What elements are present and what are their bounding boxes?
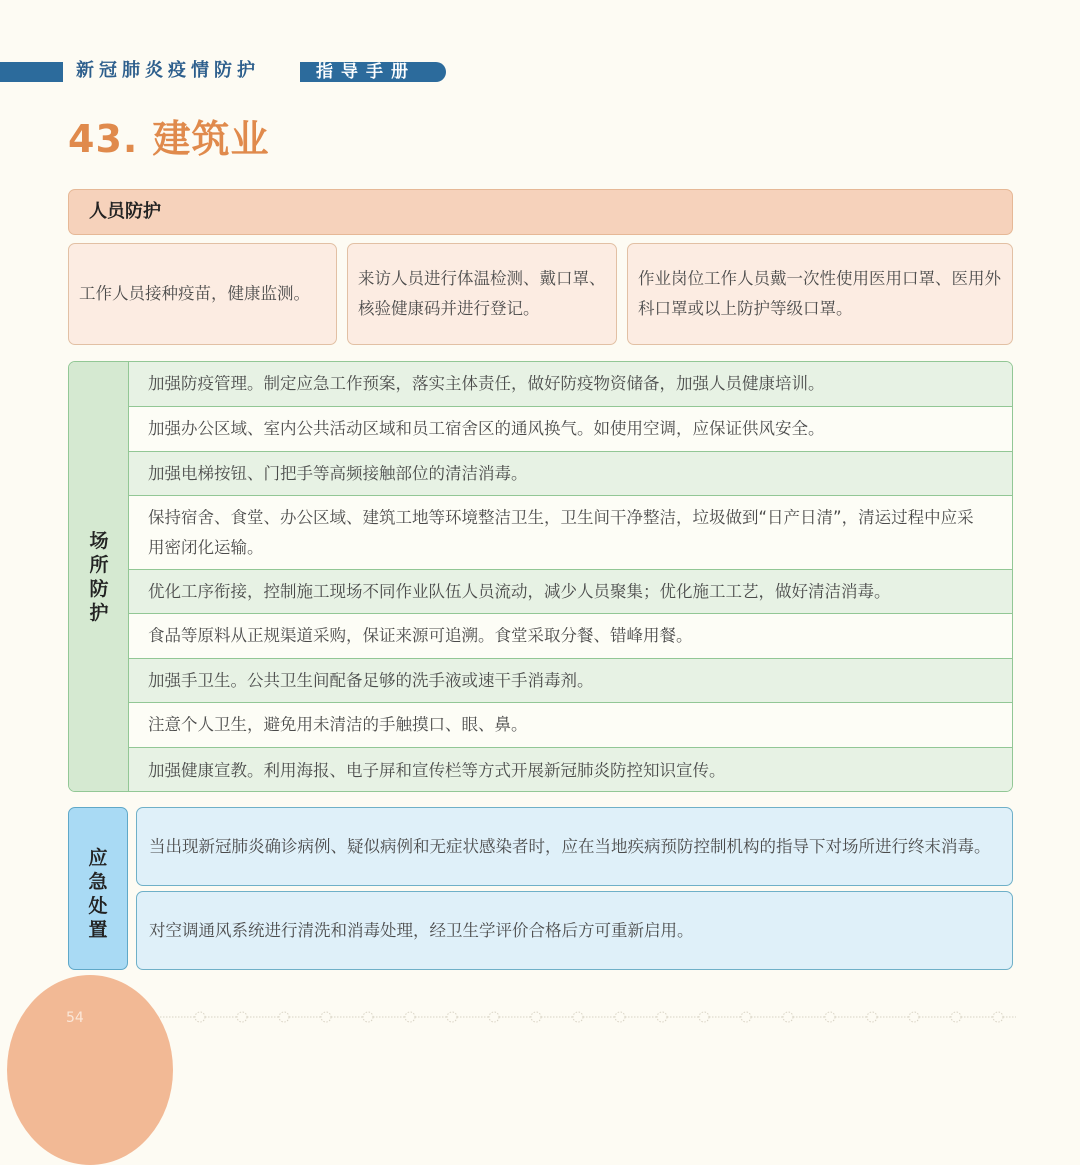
label-char: 所 xyxy=(89,554,109,576)
label-char: 处 xyxy=(88,895,108,917)
guide-pill-label: 指导手册 xyxy=(316,62,416,82)
label-char: 场 xyxy=(89,530,109,552)
section-site-protection xyxy=(68,361,1013,792)
site-row: 优化工序衔接，控制施工现场不同作业队伍人员流动，减少人员聚集；优化施工工艺，做好清洁消毒。 xyxy=(129,570,1012,614)
decorative-dotted-line xyxy=(160,1009,1016,1025)
site-protection-label xyxy=(69,362,129,791)
page-number-circle xyxy=(7,975,173,1165)
header-accent-bar xyxy=(0,62,63,82)
guide-pill xyxy=(300,62,446,82)
personal-card: 作业岗位工作人员戴一次性使用医用口罩、医用外科口罩或以上防护等级口罩。 xyxy=(627,243,1013,345)
label-char: 护 xyxy=(89,602,109,624)
label-char: 应 xyxy=(88,847,108,869)
label-char: 置 xyxy=(88,919,108,941)
emergency-label xyxy=(68,807,128,970)
emergency-card: 对空调通风系统进行清洗和消毒处理，经卫生学评价合格后方可重新启用。 xyxy=(136,891,1013,970)
section-title: 人员防护 xyxy=(89,201,161,222)
site-row: 加强防疫管理。制定应急工作预案，落实主体责任，做好防疫物资储备，加强人员健康培训。 xyxy=(129,362,1012,407)
label-char: 急 xyxy=(88,871,108,893)
page-number: 54 xyxy=(66,1010,84,1026)
site-row: 加强健康宣教。利用海报、电子屏和宣传栏等方式开展新冠肺炎防控知识宣传。 xyxy=(129,748,1012,792)
page-title: 43. 建筑业 xyxy=(68,117,270,161)
site-row: 加强手卫生。公共卫生间配备足够的洗手液或速干手消毒剂。 xyxy=(129,659,1012,703)
site-row: 加强办公区域、室内公共活动区域和员工宿舍区的通风换气。如使用空调，应保证供风安全。 xyxy=(129,407,1012,452)
personal-card: 工作人员接种疫苗，健康监测。 xyxy=(68,243,337,345)
site-row: 食品等原料从正规渠道采购，保证来源可追溯。食堂采取分餐、错峰用餐。 xyxy=(129,614,1012,659)
section-header-personal-protection xyxy=(68,189,1013,235)
emergency-card: 当出现新冠肺炎确诊病例、疑似病例和无症状感染者时，应在当地疾病预防控制机构的指导下对场所进行终末消毒。 xyxy=(136,807,1013,886)
site-row: 加强电梯按钮、门把手等高频接触部位的清洁消毒。 xyxy=(129,452,1012,496)
label-char: 防 xyxy=(89,578,109,600)
series-title: 新冠肺炎疫情防护 xyxy=(76,60,260,81)
site-row: 保持宿舍、食堂、办公区域、建筑工地等环境整洁卫生，卫生间干净整洁，垃圾做到“日产日清”，清运过程中应采用密闭化运输。 xyxy=(129,496,1012,570)
personal-card: 来访人员进行体温检测、戴口罩、核验健康码并进行登记。 xyxy=(347,243,617,345)
site-row: 注意个人卫生，避免用未清洁的手触摸口、眼、鼻。 xyxy=(129,703,1012,748)
